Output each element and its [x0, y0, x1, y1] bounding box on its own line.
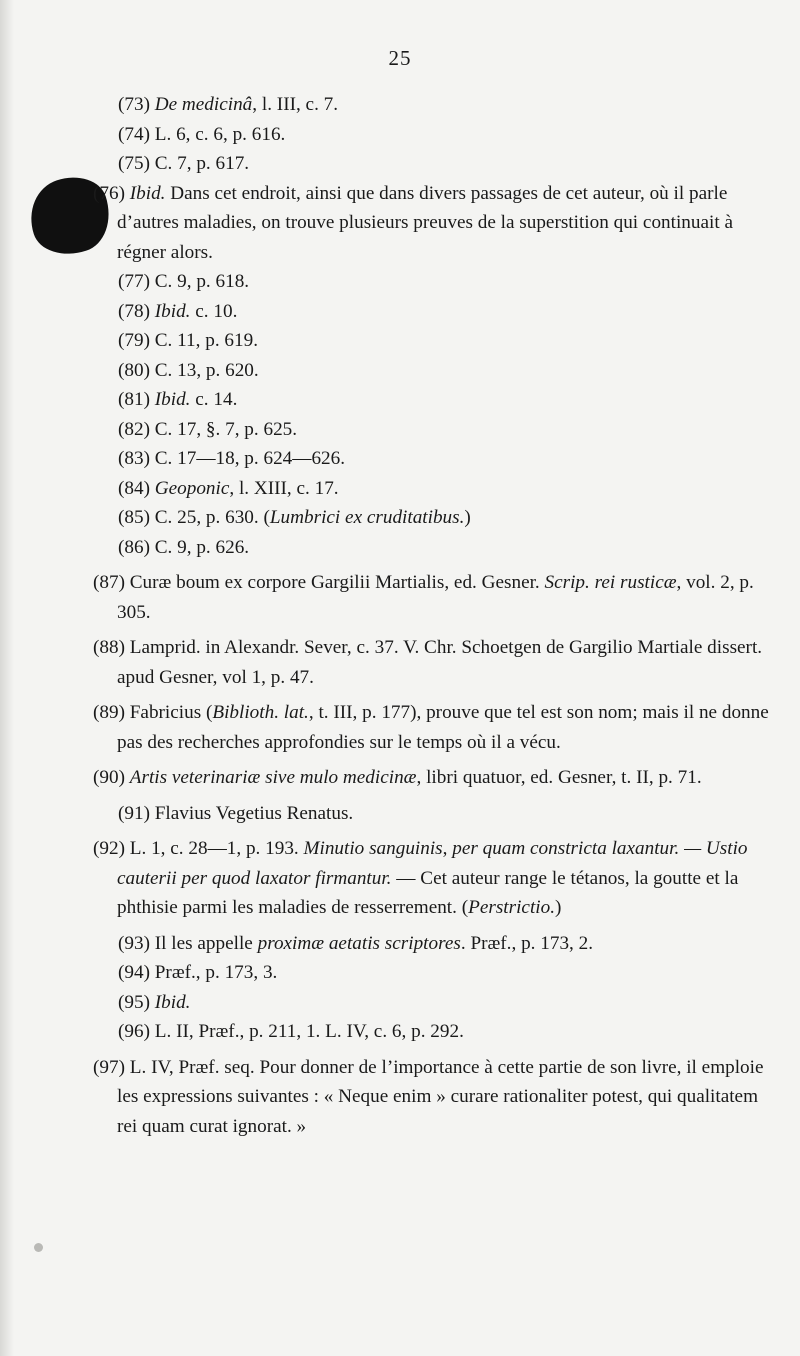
footnote-74 — [92, 120, 774, 150]
footnote-81-text: Ibid. — [154, 389, 191, 410]
footnote-90-text: Artis veterinariæ sive mulo medicinæ — [129, 767, 417, 788]
paper-spot — [34, 1243, 43, 1252]
footnote-95-text: (95) — [118, 991, 155, 1013]
footnote-83-text: (83) C. 17—18, p. 624—626. — [118, 448, 346, 469]
footnote-75 — [92, 149, 774, 179]
footnote-73-text: , l. III, c. 7. — [252, 94, 339, 115]
footnote-80 — [92, 356, 774, 386]
footnote-85 — [92, 503, 774, 533]
footnote-97 — [67, 1053, 774, 1142]
footnote-84-text: (84) — [118, 477, 155, 499]
footnote-76 — [67, 179, 774, 268]
footnote-89-text: , t. III, p. 177), prouve que tel est son nom; mais il ne donne pas des recherches approfondies sur le temps où il a vécu. — [117, 702, 769, 753]
footnote-83 — [92, 444, 774, 474]
footnote-76-text: Ibid. — [129, 182, 166, 204]
footnote-92 — [67, 834, 774, 923]
footnote-85-text: ) — [464, 507, 471, 528]
footnote-94-text: (94) Præf., p. 173, 3. — [118, 962, 278, 983]
footnote-81-text: c. 14. — [190, 389, 238, 410]
footnote-84-text: Geoponic — [154, 477, 230, 499]
footnote-87-text: , vol. 2, p. 305. — [117, 572, 754, 623]
footnote-75-text: (75) C. 7, p. 617. — [118, 153, 250, 174]
footnote-93-text: (93) Il les appelle — [118, 932, 258, 954]
footnote-73-text: De medicinâ — [154, 94, 253, 115]
footnote-87-text: Scrip. rei rusticæ — [544, 572, 677, 593]
footnote-81 — [92, 385, 774, 415]
footnote-92-text: per quam constricta laxantur. — Ustio cauterii per quod laxator firmantur. — [117, 838, 748, 889]
footnote-79-text: (79) C. 11, p. 619. — [118, 330, 258, 351]
footnote-94 — [92, 958, 774, 988]
footnote-95-text: Ibid. — [154, 991, 191, 1013]
page-number: 25 — [388, 46, 412, 70]
footnote-92-text: , — [442, 838, 453, 859]
footnote-86 — [92, 533, 774, 563]
footnote-77 — [92, 267, 774, 297]
footnote-92-text: Perstrictio. — [468, 897, 555, 918]
footnote-89 — [67, 698, 774, 757]
footnote-73-text: (73) — [118, 94, 155, 115]
footnote-78-text: (78) — [118, 300, 155, 322]
footnote-80-text: (80) C. 13, p. 620. — [118, 359, 259, 381]
footnote-84 — [92, 474, 774, 504]
footnote-87 — [67, 568, 774, 627]
footnote-88 — [67, 633, 774, 692]
footnote-86-text: (86) C. 9, p. 626. — [118, 536, 250, 558]
footnote-74-text: (74) L. 6, c. 6, p. 616. — [118, 123, 286, 145]
footnote-79 — [92, 326, 774, 356]
footnote-78 — [92, 297, 774, 327]
footnote-76-text: (76) — [93, 182, 130, 204]
footnote-82-text: (82) C. 17, §. 7, p. 625. — [118, 418, 298, 440]
footnote-76-text: Dans cet endroit, ainsi que dans divers passages de cet auteur, où il parle d’autres maladies, on trouve plusieurs preuves de la superstition qui continuait à régner alors. — [117, 182, 733, 263]
page-edge-shadow — [0, 0, 14, 1356]
footnotes-list — [92, 90, 774, 1141]
footnote-81-text: (81) — [118, 389, 155, 410]
footnote-90 — [67, 763, 774, 793]
footnote-97-text: (97) L. IV, Præf. seq. Pour donner de l’importance à cette partie de son livre, il emploie les expressions suivantes : « Neque enim » curare rationaliter potest, qui qualitatem rei quam curat ignorat. » — [93, 1056, 764, 1137]
footnote-93-text: . Præf., p. 173, 2. — [460, 932, 594, 954]
footnote-90-text: , libri quatuor, ed. Gesner, t. II, p. 71. — [416, 767, 702, 788]
footnote-96-text: (96) L. II, Præf., p. 211, 1. L. IV, c. 6, p. 292. — [118, 1021, 464, 1042]
footnote-87-text: (87) Curæ boum ex corpore Gargilii Martialis, ed. Gesner. — [93, 572, 545, 593]
footnote-77-text: (77) C. 9, p. 618. — [118, 271, 250, 292]
footnote-92-text: Minutio sanguinis — [303, 838, 443, 859]
footnote-85-text: (85) C. 25, p. 630. ( — [118, 507, 270, 528]
footnote-85-text: Lumbrici ex cruditatibus. — [269, 507, 465, 528]
footnote-92-text: ) — [555, 897, 562, 918]
footnote-93 — [92, 929, 774, 959]
footnote-91-text: (91) Flavius Vegetius Renatus. — [118, 802, 354, 824]
footnote-90-text: (90) — [93, 767, 130, 788]
footnote-89-text: Biblioth. lat. — [212, 702, 309, 723]
footnote-88-text: (88) Lamprid. in Alexandr. Sever, c. 37. V. Chr. Schoetgen de Gargilio Martiale dissert. apud Gesner, vol 1, p. 47. — [93, 637, 763, 688]
footnote-82 — [92, 415, 774, 445]
footnote-96 — [92, 1017, 774, 1047]
footnote-93-text: proximæ aetatis scriptores — [257, 932, 461, 954]
footnote-95 — [92, 988, 774, 1018]
footnote-92-text: — Cet auteur range le tétanos, la goutte et la phthisie parmi les maladies de resserrement. ( — [117, 867, 739, 918]
footnote-73 — [92, 90, 774, 120]
footnote-89-text: (89) Fabricius ( — [93, 702, 213, 723]
footnote-91 — [92, 799, 774, 829]
footnote-78-text: Ibid. — [154, 300, 191, 322]
footnote-84-text: , l. XIII, c. 17. — [229, 477, 339, 499]
footnote-78-text: c. 10. — [190, 300, 238, 322]
footnote-92-text: (92) L. 1, c. 28—1, p. 193. — [93, 838, 304, 859]
